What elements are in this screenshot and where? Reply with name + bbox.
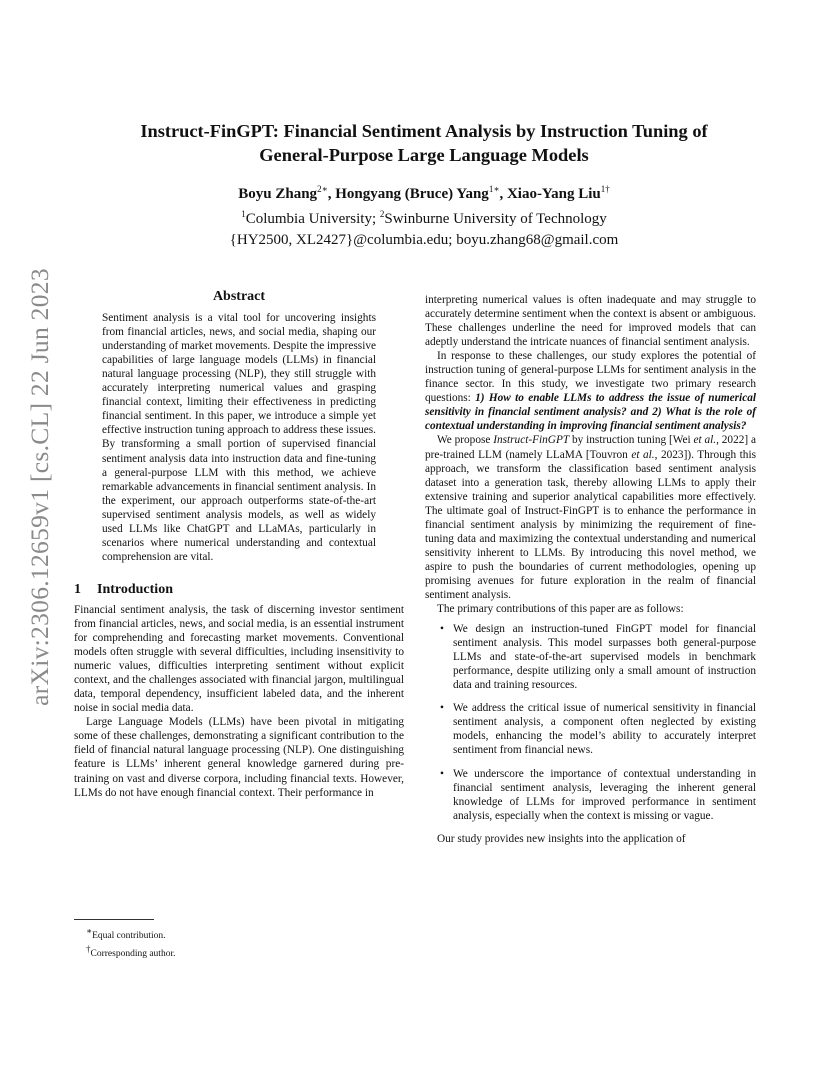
author-emails: {HY2500, XL2427}@columbia.edu; boyu.zhang68@gmail.com [229,232,619,248]
contributions-list [425,622,756,823]
footnote-rule [74,919,154,920]
p3-text-c: , 2022] a pre-trained LLM (namely LLaMA [Touvron [425,434,756,461]
author-list [90,184,758,203]
author-1-mark: 2∗ [317,184,328,194]
right-paragraph-2 [425,349,756,433]
title-line-2: General-Purpose Large Language Models [259,145,589,165]
model-name: Instruct-FinGPT [493,434,570,447]
contribution-text: We underscore the importance of contextual understanding in financial sentiment analysis, leveraging the inherent general knowledge of LLMs for improved performance in sentiment analysis, especially when the context is missing or vague. [453,767,756,822]
bullet-icon: • [440,623,444,636]
left-column [74,290,404,800]
right-column [425,293,756,846]
p3-text-b: by instruction tuning [Wei [569,434,694,447]
affil-1: Columbia University; [245,211,380,227]
footnote-2-mark: † [86,944,91,955]
arxiv-identifier-text: arXiv:2306.12659v1 [cs.CL] 22 Jun 2023 [25,268,54,706]
footnote-2-text: Corresponding author. [90,949,176,960]
footnote-1-mark: ∗ [86,926,93,936]
right-paragraph-1: interpreting numerical values is often inadequate and may struggle to accurately determine sentiment when the context is absent or ambiguous. These challenges underline the need for improved models that can adeptly understand the intricate nuances of financial sentiment analysis. [425,294,756,349]
citation-etal-1: et al. [693,434,717,447]
abstract-body [74,311,404,564]
list-item [440,767,756,823]
paper-title [90,119,758,167]
affiliations [90,209,758,228]
section-number: 1 [74,581,81,597]
intro-paragraph-2: Large Language Models (LLMs) have been pivotal in mitigating some of these challenges, demonstrating a significant contribution to the field of financial natural language processing (NLP). One distinguishing feature is LLMs’ inherent general knowledge garnered during pre-training on vast and diverse corpora, including financial texts. However, LLMs do not have enough financial context. Their performance in [74,716,404,799]
list-item [440,622,756,692]
right-paragraph-4: The primary contributions of this paper are as follows: [437,603,684,616]
research-questions: 1) How to enable LLMs to address the issue of numerical sensitivity in financial sentiment analysis? and 2) What is the role of contextual understanding in improving financial sentiment analysis? [425,392,756,433]
author-2-mark: 1∗ [488,184,500,194]
title-line-1: Instruct-FinGPT: Financial Sentiment Analysis by Instruction Tuning of [140,121,708,141]
list-item [440,701,756,757]
contribution-text: We design an instruction-tuned FinGPT model for financial sentiment analysis. This model surpasses both general-purpose LLMs and state-of-the-art supervised models in benchmark performance, despite utilizing only a small amount of instruction data and training resources. [453,623,756,692]
research-questions-intro: In response to these challenges, our study explores the potential of instruction tuning of general-purpose LLMs for sentiment analysis in the finance sector. In this study, we investigate two primary research questions: [425,350,756,405]
affil-2-mark: 2 [379,209,385,219]
right-paragraph-5: Our study provides new insights into the application of [437,832,686,845]
bullet-icon: • [440,702,444,715]
author-1: Boyu Zhang [238,186,318,202]
affil-2: Swinburne University of Technology [384,211,607,227]
author-3: , Xiao-Yang Liu [499,186,601,202]
footnote-corresponding-author [74,943,404,961]
affil-1-mark: 1 [241,209,246,219]
bullet-icon: • [440,767,444,780]
abstract-text: Sentiment analysis is a vital tool for uncovering insights from financial articles, news, and social media, shaping our understanding of market movements. Despite the impressive capabilities of large language models (LLMs) in financial natural language processing (NLP), they still struggle with accurately interpreting numerical values and grasping financial context, limiting their effectiveness in predicting financial sentiment. In this paper, we introduce a simple yet effective instruction tuning approach to address these issues. By transforming a small portion of supervised financial sentiment analysis data into instruction data and fine-tuning a general-purpose LLM with this method, we achieve remarkable advancements in financial sentiment analysis. In the experiment, our approach outperforms state-of-the-art supervised sentiment analysis models, as well as widely used LLMs like ChatGPT and LLaMAs, particularly in scenarios where numerical understanding and contextual comprehension are vital. [102,312,376,563]
p3-text-d: , 2023]). Through this approach, we transform the classification based sentiment analysis dataset into a generation task, thereby allowing LLMs to apply their extensive training and superior analytical capabilities more effectively. The ultimate goal of Instruct-FinGPT is to enhance the performance in financial sentiment analysis by minimizing the requirement of fine-tuning data and maximizing the contextual understanding and numerical sensitivity inherent to LLMs. By introducing this novel method, we aspire to push the boundaries of current methodologies, opening up promising avenues for future exploration in the realm of financial sentiment analysis. [425,448,756,601]
right-paragraph-3 [425,433,756,602]
author-3-mark: 1† [600,184,610,194]
section-heading-introduction [74,583,404,597]
p3-text-a: We propose [437,434,494,447]
footnote-1-text: Equal contribution. [92,931,166,942]
intro-paragraph-1: Financial sentiment analysis, the task of discerning investor sentiment from financial articles, news, and social media, is an essential instrument for comprehending and forecasting market movements. Conventional models often struggle with several difficulties, including insensitivity to numeric values, difficulties interpreting sentiment without explicit context, and the challenges associated with financial jargon, multilingual data, temporal dependency, insufficient labeled data, and the inherent noise in social media data. [74,603,404,715]
author-2: , Hongyang (Bruce) Yang [327,186,489,202]
footnotes [74,919,404,961]
citation-etal-2: et al. [631,448,655,461]
section-title: Introduction [97,581,173,597]
arxiv-identifier-stamp [22,268,58,706]
footnote-equal-contribution [74,925,404,943]
abstract-heading: Abstract [212,289,266,304]
contribution-text: We address the critical issue of numerical sensitivity in financial sentiment analysis, a component often neglected by existing models, enhancing the model’s ability to accurately interpret sentiment from financial news. [453,702,756,757]
